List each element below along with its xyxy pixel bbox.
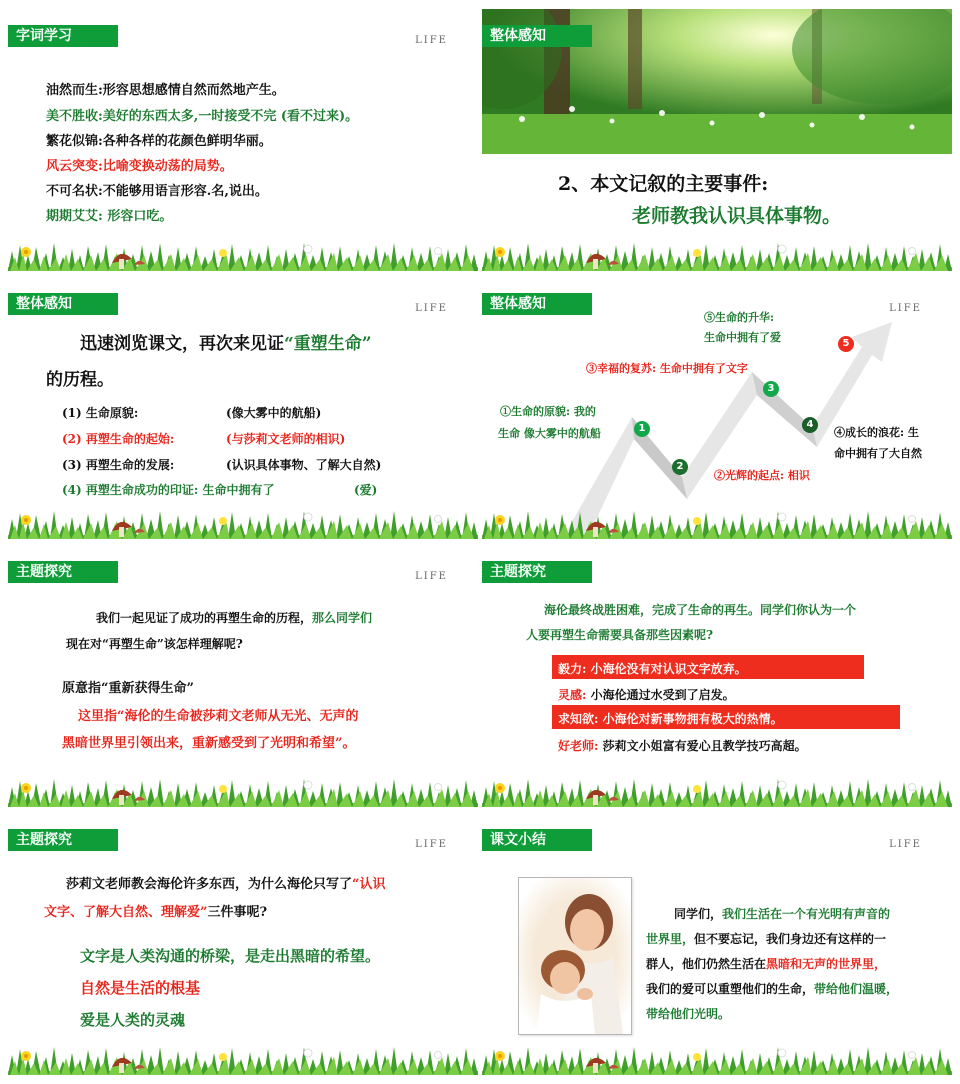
stage-1-title: ①生命的原貌: 我的 — [500, 405, 596, 418]
summary-line: 世界里，但不要忘记，我们身边还有这样的一 — [646, 932, 887, 946]
main-event-heading: 2、本文记叙的主要事件: — [558, 173, 769, 195]
life-watermark: LIFE — [889, 303, 922, 314]
life-watermark: LIFE — [415, 35, 448, 46]
slide-title: 整体感知 — [482, 293, 592, 315]
vocab-line: 期期艾艾: 形容口吃。 — [46, 209, 173, 224]
stage-label: (1) 生命原貌: — [62, 406, 139, 420]
answer-love: 爱是人类的灵魂 — [80, 1011, 186, 1029]
life-watermark: LIFE — [415, 839, 448, 850]
stage-value: (与莎莉文老师的相识) — [226, 432, 346, 446]
stage-4-text: 命中拥有了大自然 — [834, 447, 922, 460]
grass-decoration — [482, 237, 952, 271]
slide-title: 字词学习 — [8, 25, 118, 47]
summary-line: 同学们，我们生活在一个有光明有声音的 — [674, 907, 891, 921]
vocab-line: 繁花似锦:各种各样的花颜色鲜明华丽。 — [46, 134, 272, 149]
slide-title: 主题探究 — [8, 561, 118, 583]
answer-original: 原意指“重新获得生命” — [62, 681, 194, 696]
stage-5-text: 生命中拥有了爱 — [704, 331, 781, 344]
slide-theme-1 — [8, 545, 478, 807]
stage-value: (像大雾中的航船) — [226, 406, 322, 420]
answer-writing: 文字是人类沟通的桥梁，是走出黑暗的希望。 — [80, 947, 381, 965]
main-event-answer: 老师教我认识具体事物。 — [632, 205, 842, 227]
vocab-line: 美不胜收:美好的东西太多,一时接受不完 (看不过来)。 — [46, 109, 359, 124]
slide-summary — [482, 813, 952, 1075]
stage-4-title: ④成长的浪花: 生 — [834, 426, 919, 439]
grass-decoration — [482, 773, 952, 807]
question-line: 莎莉文老师教会海伦许多东西，为什么海伦只写了“认识 — [66, 877, 386, 892]
slide-title: 整体感知 — [482, 25, 592, 47]
question-line: 我们一起见证了成功的再塑生命的历程，那么同学们 — [96, 611, 373, 625]
stage-1-text: 生命 像大雾中的航船 — [498, 427, 601, 440]
portrait-photo — [518, 877, 632, 1035]
slide-overall-1 — [482, 9, 952, 271]
step-number-5: 5 — [838, 336, 854, 352]
grass-decoration — [8, 1041, 478, 1075]
question-line: 海伦最终战胜困难，完成了生命的再生。同学们你认为一个 — [544, 603, 857, 617]
vocab-line: 油然而生:形容思想感情自然而然地产生。 — [46, 83, 285, 98]
stage-5-title: ⑤生命的升华: — [704, 311, 775, 324]
slide-title: 主题探究 — [482, 561, 592, 583]
step-number-2: 2 — [672, 459, 688, 475]
slide-title: 主题探究 — [8, 829, 118, 851]
slide-overall-2 — [8, 277, 478, 539]
slide-overall-3 — [482, 277, 952, 539]
intro-line: 迅速浏览课文，再次来见证“重塑生命” — [80, 334, 372, 354]
answer-meaning-2: 黑暗世界里引领出来，重新感受到了光明和希望”。 — [62, 736, 356, 751]
stage-2-text: ②光辉的起点: 相识 — [714, 469, 810, 482]
life-watermark: LIFE — [415, 571, 448, 582]
question-line-2: 文字、了解大自然、理解爱”三件事呢? — [44, 905, 268, 920]
slide-title: 课文小结 — [482, 829, 592, 851]
vocab-line: 不可名状:不能够用语言形容.名,说出。 — [46, 184, 268, 199]
grass-decoration — [482, 505, 952, 539]
stage-label: (4) 再塑生命成功的印证: 生命中拥有了 — [62, 483, 275, 497]
factor-line: 求知欲: 小海伦对新事物拥有极大的热情。 — [558, 712, 783, 726]
summary-line: 群人，他们仍然生活在黑暗和无声的世界里， — [646, 957, 887, 971]
grass-decoration — [8, 505, 478, 539]
question-line-2: 现在对“再塑生命”该怎样理解呢? — [66, 637, 243, 651]
life-watermark: LIFE — [415, 303, 448, 314]
grass-decoration — [8, 237, 478, 271]
slide-theme-2 — [482, 545, 952, 807]
step-number-1: 1 — [634, 421, 650, 437]
stage-value: (爱) — [354, 483, 378, 497]
answer-nature: 自然是生活的根基 — [80, 979, 201, 997]
stage-label: (2) 再塑生命的起始: — [62, 432, 175, 446]
stage-3-text: ③幸福的复苏: 生命中拥有了文字 — [586, 362, 748, 375]
teacher-child-illustration — [519, 878, 631, 1034]
factor-line: 好老师: 莎莉文小姐富有爱心且教学技巧高超。 — [558, 739, 807, 753]
slide-word-study — [8, 9, 478, 271]
factor-line: 毅力: 小海伦没有对认识文字放弃。 — [558, 662, 747, 676]
answer-meaning-1: 这里指“海伦的生命被莎莉文老师从无光、无声的 — [78, 709, 359, 724]
step-number-4: 4 — [802, 417, 818, 433]
step-number-3: 3 — [763, 381, 779, 397]
life-watermark: LIFE — [889, 839, 922, 850]
summary-line: 我们的爱可以重塑他们的生命，带给他们温暖， — [646, 982, 899, 996]
intro-line-2: 的历程。 — [46, 370, 114, 390]
stage-value: (认识具体事物、了解大自然) — [226, 458, 382, 472]
stage-label: (3) 再塑生命的发展: — [62, 458, 175, 472]
slide-title: 整体感知 — [8, 293, 118, 315]
vocab-line: 风云突变:比喻变换动荡的局势。 — [46, 159, 233, 174]
grass-decoration — [8, 773, 478, 807]
summary-line: 带给他们光明。 — [646, 1007, 731, 1021]
factor-line: 灵感: 小海伦通过水受到了启发。 — [558, 688, 735, 702]
question-line-2: 人要再塑生命需要具备那些因素呢? — [526, 628, 714, 642]
slide-theme-3 — [8, 813, 478, 1075]
grass-decoration — [482, 1041, 952, 1075]
